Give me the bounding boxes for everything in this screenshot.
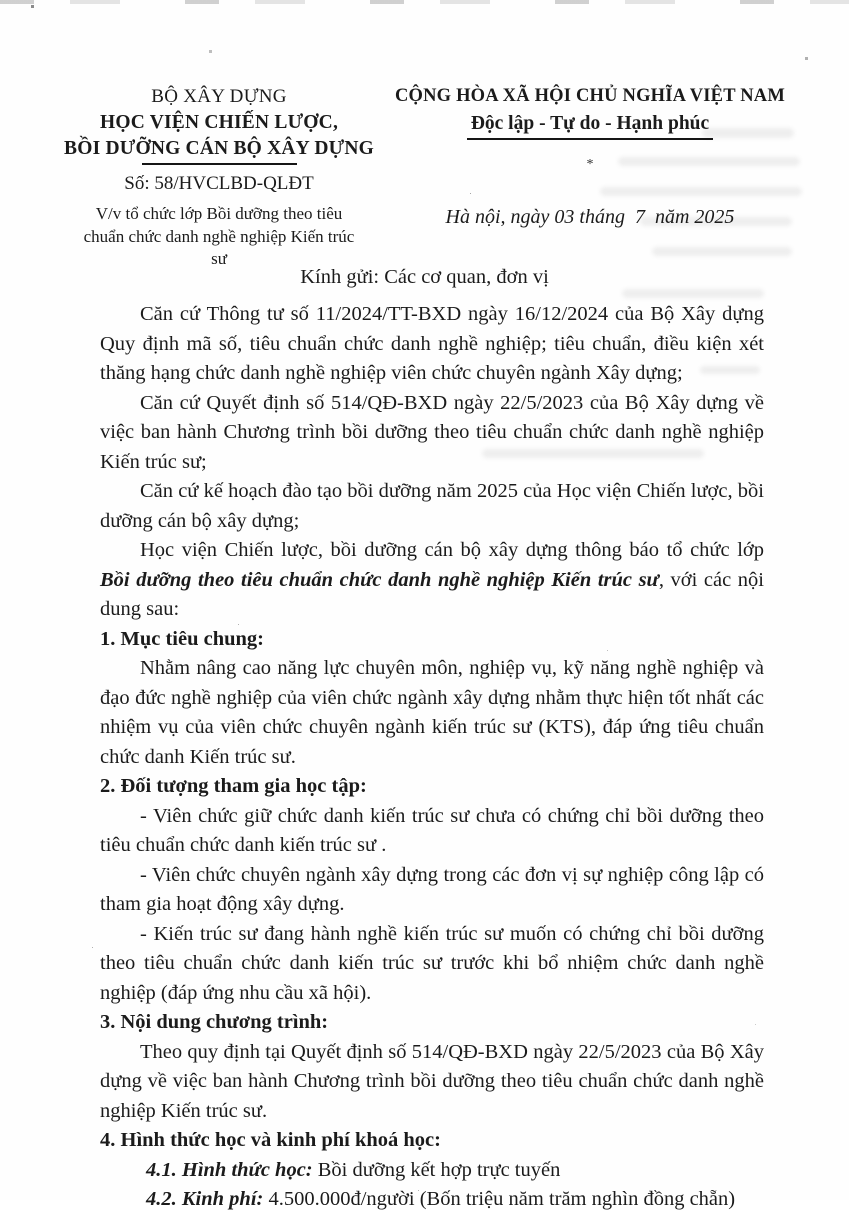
section-heading [100, 1008, 764, 1038]
text-run: Theo quy định tại Quyết định số 514/QĐ-BXD ngày 22/5/2023 của Bộ Xây dựng về việc ban hành Chương trình bồi dưỡng theo tiêu chuẩn chức danh nghề nghiệp Kiến trúc sư. [100, 1040, 764, 1122]
text-run: 4.2. Kinh phí: [146, 1188, 264, 1210]
text-run: Căn cứ Thông tư số 11/2024/TT-BXD ngày 16/12/2024 của Bộ Xây dựng Quy định mã số, tiêu chuẩn chức danh nghề nghiệp; tiêu chuẩn, điều kiện xét thăng hạng chức danh nghề nghiệp viên chức chuyên ngành Xây dựng; [100, 303, 764, 384]
text-run: Nhằm nâng cao năng lực chuyên môn, nghiệp vụ, kỹ năng nghề nghiệp và đạo đức nghề nghiệp của viên chức ngành xây dựng nhằm thực hiện tốt nhất các nhiệm vụ của viên chức chuyên ngành kiến trúc sư (KTS), đáp ứng tiêu chuẩn chức danh Kiến trúc sư. [100, 657, 764, 768]
national-motto: Độc lập - Tự do - Hạnh phúc [467, 111, 713, 140]
body-paragraph [100, 654, 764, 772]
text-run: Bồi dưỡng theo tiêu chuẩn chức danh nghề nghiệp Kiến trúc sư [100, 568, 659, 591]
salutation-line: Kính gửi: Các cơ quan, đơn vị [300, 266, 549, 288]
national-title: CỘNG HÒA XÃ HỘI CHỦ NGHĨA VIỆT NAM [394, 86, 786, 106]
text-run: - Viên chức chuyên ngành xây dựng trong các đơn vị sự nghiệp công lập có tham gia hoạt động xây dựng. [100, 863, 764, 915]
text-run: - Kiến trúc sư đang hành nghề kiến trúc sư muốn có chứng chỉ bồi dưỡng theo tiêu chuẩn chức danh kiến trúc sư trước khi bổ nhiệm chức danh nghề nghiệp (đáp ứng nhu cầu xã hội). [100, 922, 764, 1004]
body-paragraph [100, 389, 764, 478]
body-paragraph [100, 802, 764, 861]
text-run: 2. Đối tượng tham gia học tập: [100, 775, 367, 797]
text-run: - Viên chức giữ chức danh kiến trúc sư chưa có chứng chỉ bồi dưỡng theo tiêu chuẩn chức danh kiến trúc sư . [100, 804, 764, 856]
national-header-block [378, 84, 802, 230]
text-run: 4.500.000đ/người (Bốn triệu năm trăm nghìn đồng chẵn) [263, 1188, 736, 1210]
body-paragraph [100, 1038, 764, 1127]
document-body [100, 300, 764, 1215]
body-paragraph [100, 1156, 764, 1186]
text-run: Căn cứ Quyết định số 514/QĐ-BXD ngày 22/5/2023 của Bộ Xây dựng về việc ban hành Chương trình bồi dưỡng theo tiêu chuẩn chức danh nghề nghiệp Kiến trúc sư; [100, 391, 764, 473]
text-run: 3. Nội dung chương trình: [100, 1011, 329, 1033]
section-heading [100, 1126, 764, 1156]
body-paragraph [100, 861, 764, 920]
scan-edge-artifact [0, 0, 849, 4]
text-run: Căn cứ kế hoạch đào tạo bồi dưỡng năm 2025 của Học viện Chiến lược, bồi dưỡng cán bộ xây dựng; [100, 480, 764, 532]
text-run: Bồi dưỡng kết hợp trực tuyến [312, 1158, 561, 1181]
ministry-name: BỘ XÂY DỰNG [151, 86, 287, 107]
institute-name-line1: HỌC VIỆN CHIẾN LƯỢC, [99, 112, 339, 133]
body-paragraph [100, 536, 764, 625]
institute-name-line2: BỒI DƯỠNG CÁN BỘ XÂY DỰNG [64, 138, 374, 159]
section-heading [100, 625, 764, 655]
body-paragraph [100, 477, 764, 536]
section-heading [100, 772, 764, 802]
issuing-agency-block [58, 84, 380, 271]
document-subject-note: V/v tổ chức lớp Bồi dưỡng theo tiêu chuẩn chức danh nghề nghiệp Kiến trúc sư [83, 204, 355, 268]
body-paragraph [100, 920, 764, 1009]
text-run: Học viện Chiến lược, bồi dưỡng cán bộ xây dựng thông báo tổ chức lớp [140, 539, 764, 561]
scan-bleed-artifact [652, 247, 792, 256]
body-paragraph [100, 300, 764, 389]
scan-dust-specks [0, 0, 1, 1]
separator-mark: * [586, 157, 594, 172]
place-and-date: Hà nội, ngày 03 tháng 7 năm 2025 [445, 206, 735, 228]
text-run: , với các nội dung sau: [100, 568, 764, 620]
institute-underline [142, 163, 297, 165]
scan-bleed-artifact [622, 289, 764, 298]
text-run: 1. Mục tiêu chung: [100, 627, 264, 650]
text-run: 4. Hình thức học và kinh phí khoá học: [100, 1129, 441, 1151]
document-number: Số: 58/HVCLBD-QLĐT [124, 173, 314, 194]
text-run: 4.1. Hình thức học: [146, 1158, 313, 1181]
